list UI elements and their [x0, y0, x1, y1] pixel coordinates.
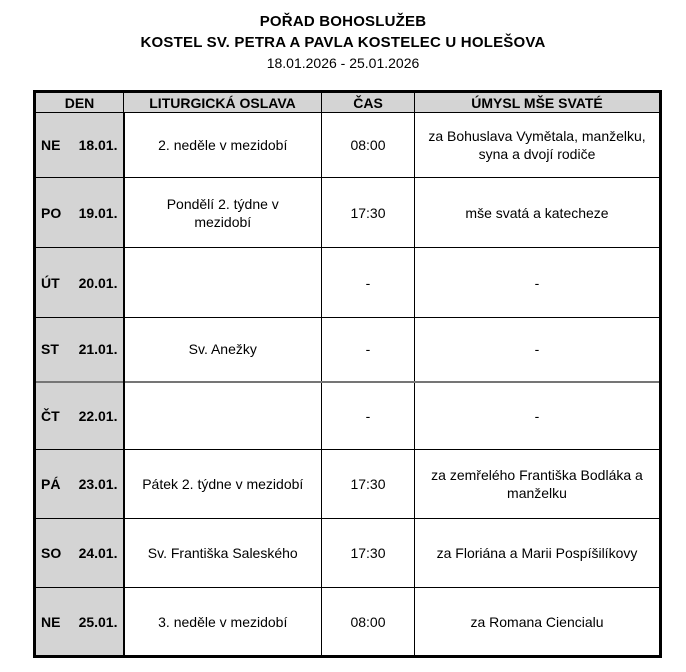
intention-cell: [415, 588, 661, 657]
day-label: [36, 408, 123, 424]
day-label: [36, 137, 123, 153]
celebration-cell: [124, 382, 322, 450]
column-header-time: ČAS: [322, 92, 415, 113]
day-label: [36, 476, 123, 492]
day-abbreviation: ČT: [41, 407, 60, 424]
day-date: 21.01.: [78, 341, 118, 358]
intention-text: -: [534, 274, 540, 291]
celebration-cell: [124, 178, 322, 248]
day-cell: [35, 248, 124, 318]
intention-text: -: [534, 407, 540, 424]
document-date-range: 18.01.2026 - 25.01.2026: [266, 55, 420, 71]
celebration-text: Sv. Anežky: [188, 341, 257, 358]
intention-text: mše svatá a katecheze: [465, 204, 609, 221]
day-abbreviation: PÁ: [41, 476, 61, 492]
intention-text: za Romana Ciencialu: [470, 613, 604, 630]
table-row: [35, 248, 661, 318]
column-header-intention: ÚMYSL MŠE SVATÉ: [415, 92, 661, 113]
time-cell: 17:30: [322, 178, 415, 248]
schedule-table: [33, 90, 662, 658]
day-cell: [35, 113, 124, 178]
day-cell: [35, 588, 124, 657]
day-label: [36, 205, 123, 221]
column-header-day: DEN: [35, 92, 124, 113]
day-cell: [35, 382, 124, 450]
table-row: [35, 178, 661, 248]
table-row: [35, 382, 661, 450]
time-cell: 08:00: [322, 113, 415, 178]
intention-cell: [415, 382, 661, 450]
table-row: [35, 588, 661, 657]
document-subtitle: KOSTEL SV. PETRA A PAVLA KOSTELEC U HOLEŠOVA: [140, 34, 546, 51]
day-date: 22.01.: [78, 407, 118, 424]
intention-text: za zemřelého Františka Bodláka a manželku: [431, 467, 643, 501]
intention-cell: [415, 318, 661, 382]
day-date: 18.01.: [78, 137, 118, 153]
day-cell: [35, 318, 124, 382]
celebration-cell: [124, 318, 322, 382]
column-header-celebration: LITURGICKÁ OSLAVA: [124, 92, 322, 113]
day-label: [36, 614, 123, 630]
day-abbreviation: ÚT: [41, 274, 60, 291]
document-header: [0, 0, 686, 74]
day-date: 20.01.: [78, 274, 118, 291]
intention-cell: [415, 248, 661, 318]
day-label: [36, 341, 123, 357]
time-cell: -: [322, 318, 415, 382]
celebration-cell: [124, 519, 322, 588]
celebration-text: Sv. Františka Saleského: [147, 545, 298, 561]
day-abbreviation: NE: [41, 137, 61, 153]
time-cell: -: [322, 248, 415, 318]
table-row: [35, 113, 661, 178]
intention-cell: [415, 178, 661, 248]
day-cell: [35, 519, 124, 588]
day-date: 23.01.: [78, 476, 118, 492]
table-row: [35, 519, 661, 588]
day-label: [36, 275, 123, 291]
table-row: [35, 318, 661, 382]
time-cell: -: [322, 382, 415, 450]
celebration-cell: [124, 450, 322, 519]
day-date: 24.01.: [78, 545, 118, 561]
time-cell: 08:00: [322, 588, 415, 657]
intention-text: za Bohuslava Vymětala, manželku, syna a dvojí rodiče: [428, 128, 646, 162]
document-title: POŘAD BOHOSLUŽEB: [259, 13, 427, 30]
celebration-text: 3. neděle v mezidobí: [158, 613, 288, 630]
day-date: 25.01.: [78, 613, 118, 630]
celebration-text: 2. neděle v mezidobí: [158, 137, 288, 153]
day-cell: [35, 450, 124, 519]
celebration-cell: [124, 588, 322, 657]
celebration-cell: [124, 248, 322, 318]
celebration-cell: [124, 113, 322, 178]
day-abbreviation: PO: [41, 204, 62, 221]
day-abbreviation: SO: [41, 545, 62, 561]
time-cell: 17:30: [322, 450, 415, 519]
intention-cell: [415, 113, 661, 178]
day-date: 19.01.: [78, 204, 118, 221]
intention-cell: [415, 519, 661, 588]
day-cell: [35, 178, 124, 248]
day-abbreviation: ST: [41, 341, 59, 358]
day-label: [36, 545, 123, 561]
intention-text: -: [534, 341, 540, 358]
time-cell: 17:30: [322, 519, 415, 588]
table-header-row: [35, 92, 661, 113]
table-row: [35, 450, 661, 519]
celebration-text: Pondělí 2. týdne v mezidobí: [166, 195, 279, 230]
intention-text: za Floriána a Marii Pospíšilíkovy: [436, 545, 638, 561]
day-abbreviation: NE: [41, 613, 61, 630]
celebration-text: Pátek 2. týdne v mezidobí: [142, 476, 304, 492]
intention-cell: [415, 450, 661, 519]
